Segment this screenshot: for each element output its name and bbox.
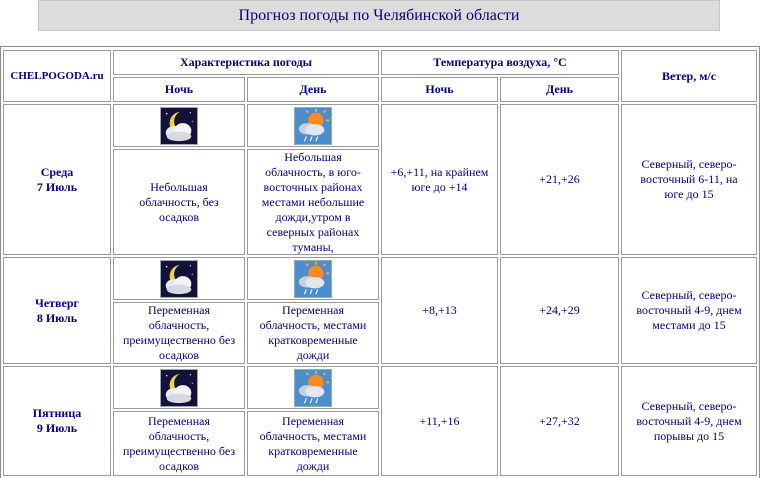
header-temperature: Температура воздуха, °С — [381, 50, 619, 75]
weekday: Среда — [40, 164, 74, 179]
sun-cloud-rain-icon — [294, 107, 332, 145]
header-temp-night: Ночь — [381, 77, 498, 102]
day-cell — [3, 104, 111, 255]
night-icon-cell — [113, 366, 245, 409]
temp-day: +21,+26 — [500, 104, 619, 255]
day-icon-cell — [247, 257, 379, 300]
day-cell — [3, 366, 111, 476]
day-description: Небольшая облачность, в юго-восточных районах местами небольшие дожди,утром в северных районах туманы, — [247, 149, 379, 255]
night-description: Небольшая облачность, без осадков — [113, 149, 245, 255]
day-description: Переменная облачность, местами кратковременные дожди — [247, 302, 379, 364]
header-day: День — [247, 77, 379, 102]
temp-night: +11,+16 — [381, 366, 498, 476]
night-description: Переменная облачность, преимущественно без осадков — [113, 411, 245, 476]
night-icon-cell — [113, 257, 245, 300]
temp-night: +8,+13 — [381, 257, 498, 364]
sun-cloud-rain-icon — [294, 369, 332, 407]
day-icon-cell — [247, 104, 379, 147]
night-icon-cell — [113, 104, 245, 147]
date: 8 Июль — [36, 310, 78, 325]
wind: Северный, северо-восточный 4-9, днем местами до 15 — [621, 257, 757, 364]
header-weather: Характеристика погоды — [113, 50, 379, 75]
temp-day: +27,+32 — [500, 366, 619, 476]
day-description: Переменная облачность, местами кратковременные дожди — [247, 411, 379, 476]
day-cell — [3, 257, 111, 364]
date: 7 Июль — [36, 179, 78, 194]
sun-cloud-rain-icon — [294, 260, 332, 298]
moon-cloud-icon — [160, 369, 198, 407]
weekday: Пятница — [32, 406, 82, 420]
wind: Северный, северо-восточный 6-11, на юге до 15 — [621, 104, 757, 255]
night-description: Переменная облачность, преимущественно без осадков — [113, 302, 245, 364]
temp-day: +24,+29 — [500, 257, 619, 364]
header-temp-day: День — [500, 77, 619, 102]
header-wind: Ветер, м/с — [621, 50, 757, 102]
weekday: Четверг — [35, 295, 79, 310]
wind: Северный, северо-восточный 4-9, днем порывы до 15 — [621, 366, 757, 476]
day-icon-cell — [247, 366, 379, 409]
moon-cloud-icon — [160, 107, 198, 145]
header-night: Ночь — [113, 77, 245, 102]
page-title: Прогноз погоды по Челябинской области — [38, 0, 720, 31]
moon-cloud-icon — [160, 260, 198, 298]
date: 9 Июль — [36, 421, 78, 435]
brand-cell: CHELPOGODA.ru — [3, 50, 111, 102]
temp-night: +6,+11, на крайнем юге до +14 — [381, 104, 498, 255]
